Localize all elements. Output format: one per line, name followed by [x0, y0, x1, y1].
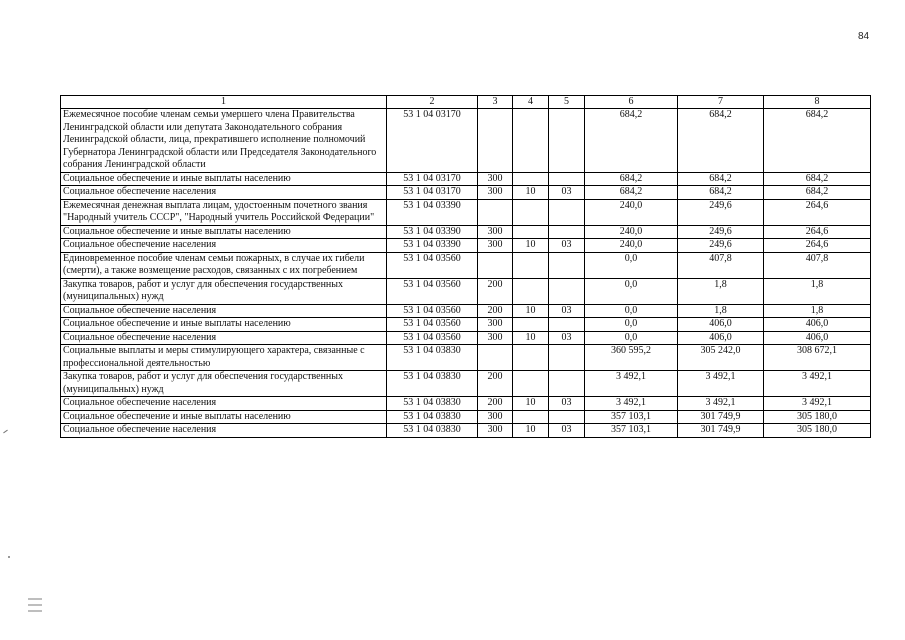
- expense-type-cell: 300: [478, 331, 513, 345]
- target-code-cell: 53 1 04 03830: [387, 410, 478, 424]
- section-cell: [513, 318, 549, 332]
- amount-col8-cell: 3 492,1: [764, 397, 871, 411]
- expense-type-cell: 200: [478, 304, 513, 318]
- item-name-cell: Социальное обеспечение и иные выплаты населению: [61, 172, 387, 186]
- amount-col7-cell: 407,8: [678, 252, 764, 278]
- amount-col6-cell: 0,0: [585, 304, 678, 318]
- item-name-cell: Социальное обеспечение и иные выплаты населению: [61, 318, 387, 332]
- header-cell: 3: [478, 96, 513, 109]
- header-cell: 1: [61, 96, 387, 109]
- amount-col7-cell: 1,8: [678, 304, 764, 318]
- amount-col7-cell: 249,6: [678, 199, 764, 225]
- amount-col8-cell: 305 180,0: [764, 424, 871, 438]
- amount-col7-cell: 684,2: [678, 186, 764, 200]
- amount-col8-cell: 264,6: [764, 225, 871, 239]
- amount-col6-cell: 357 103,1: [585, 410, 678, 424]
- section-cell: 10: [513, 186, 549, 200]
- amount-col6-cell: 240,0: [585, 239, 678, 253]
- header-cell: 6: [585, 96, 678, 109]
- item-name-cell: Социальное обеспечение населения: [61, 304, 387, 318]
- amount-col6-cell: 3 492,1: [585, 397, 678, 411]
- amount-col7-cell: 249,6: [678, 239, 764, 253]
- amount-col8-cell: 407,8: [764, 252, 871, 278]
- header-cell: 5: [549, 96, 585, 109]
- table-row: [61, 109, 871, 173]
- header-cell: 8: [764, 96, 871, 109]
- amount-col6-cell: 684,2: [585, 172, 678, 186]
- amount-col6-cell: 357 103,1: [585, 424, 678, 438]
- target-code-cell: 53 1 04 03830: [387, 345, 478, 371]
- header-cell: 4: [513, 96, 549, 109]
- amount-col7-cell: 305 242,0: [678, 345, 764, 371]
- subsection-cell: [549, 410, 585, 424]
- target-code-cell: 53 1 04 03560: [387, 252, 478, 278]
- target-code-cell: 53 1 04 03170: [387, 186, 478, 200]
- amount-col8-cell: 1,8: [764, 304, 871, 318]
- target-code-cell: 53 1 04 03560: [387, 318, 478, 332]
- amount-col6-cell: 0,0: [585, 278, 678, 304]
- budget-table: [60, 95, 871, 438]
- target-code-cell: 53 1 04 03390: [387, 199, 478, 225]
- subsection-cell: 03: [549, 331, 585, 345]
- amount-col8-cell: 305 180,0: [764, 410, 871, 424]
- amount-col6-cell: 360 595,2: [585, 345, 678, 371]
- section-cell: 10: [513, 397, 549, 411]
- subsection-cell: [549, 371, 585, 397]
- section-cell: [513, 172, 549, 186]
- section-cell: [513, 371, 549, 397]
- section-cell: 10: [513, 304, 549, 318]
- amount-col8-cell: 1,8: [764, 278, 871, 304]
- table-header-row: [61, 96, 871, 109]
- amount-col6-cell: 240,0: [585, 199, 678, 225]
- subsection-cell: [549, 172, 585, 186]
- amount-col8-cell: 264,6: [764, 199, 871, 225]
- amount-col7-cell: 406,0: [678, 331, 764, 345]
- table-row: [61, 239, 871, 253]
- section-cell: [513, 199, 549, 225]
- amount-col8-cell: 308 672,1: [764, 345, 871, 371]
- amount-col8-cell: 684,2: [764, 109, 871, 173]
- target-code-cell: 53 1 04 03830: [387, 371, 478, 397]
- header-cell: 7: [678, 96, 764, 109]
- amount-col6-cell: 684,2: [585, 186, 678, 200]
- amount-col8-cell: 406,0: [764, 318, 871, 332]
- subsection-cell: 03: [549, 304, 585, 318]
- expense-type-cell: 200: [478, 278, 513, 304]
- subsection-cell: [549, 109, 585, 173]
- table-row: [61, 278, 871, 304]
- header-cell: 2: [387, 96, 478, 109]
- item-name-cell: Социальное обеспечение и иные выплаты населению: [61, 225, 387, 239]
- subsection-cell: [549, 345, 585, 371]
- item-name-cell: Социальное обеспечение населения: [61, 397, 387, 411]
- amount-col8-cell: 3 492,1: [764, 371, 871, 397]
- item-name-cell: Ежемесячная денежная выплата лицам, удостоенным почетного звания "Народный учитель СССР", "Народный учитель Российской Федерации": [61, 199, 387, 225]
- amount-col7-cell: 301 749,9: [678, 424, 764, 438]
- scan-mark: [3, 430, 8, 434]
- section-cell: [513, 225, 549, 239]
- expense-type-cell: 300: [478, 410, 513, 424]
- item-name-cell: Закупка товаров, работ и услуг для обеспечения государственных (муниципальных) нужд: [61, 371, 387, 397]
- page-number: 84: [858, 31, 870, 42]
- table-row: [61, 172, 871, 186]
- item-name-cell: Социальные выплаты и меры стимулирующего характера, связанные с профессиональной деятельностью: [61, 345, 387, 371]
- amount-col8-cell: 684,2: [764, 186, 871, 200]
- subsection-cell: 03: [549, 239, 585, 253]
- section-cell: [513, 252, 549, 278]
- amount-col7-cell: 301 749,9: [678, 410, 764, 424]
- subsection-cell: 03: [549, 186, 585, 200]
- amount-col6-cell: 0,0: [585, 318, 678, 332]
- expense-type-cell: 200: [478, 371, 513, 397]
- amount-col8-cell: 406,0: [764, 331, 871, 345]
- subsection-cell: [549, 252, 585, 278]
- expense-type-cell: [478, 109, 513, 173]
- item-name-cell: Социальное обеспечение населения: [61, 424, 387, 438]
- item-name-cell: Единовременное пособие членам семьи пожарных, в случае их гибели (смерти), а также возмещение расходов, связанных с их погребением: [61, 252, 387, 278]
- table-row: [61, 304, 871, 318]
- table-row: [61, 252, 871, 278]
- target-code-cell: 53 1 04 03560: [387, 331, 478, 345]
- table-row: [61, 225, 871, 239]
- amount-col6-cell: 684,2: [585, 109, 678, 173]
- subsection-cell: 03: [549, 397, 585, 411]
- section-cell: 10: [513, 239, 549, 253]
- section-cell: [513, 345, 549, 371]
- amount-col7-cell: 249,6: [678, 225, 764, 239]
- section-cell: 10: [513, 424, 549, 438]
- amount-col6-cell: 0,0: [585, 252, 678, 278]
- expense-type-cell: 300: [478, 225, 513, 239]
- target-code-cell: 53 1 04 03390: [387, 225, 478, 239]
- item-name-cell: Закупка товаров, работ и услуг для обеспечения государственных (муниципальных) нужд: [61, 278, 387, 304]
- subsection-cell: [549, 199, 585, 225]
- scan-marks: [28, 594, 42, 624]
- target-code-cell: 53 1 04 03560: [387, 278, 478, 304]
- amount-col7-cell: 3 492,1: [678, 371, 764, 397]
- item-name-cell: Ежемесячное пособие членам семьи умершего члена Правительства Ленинградской области или депутата Законодательного собрания Ленинградской области, лица, прекратившего исполнение полномочий Губернатора Ленинградской области или Председателя Законодательного собрания Ленинградской области: [61, 109, 387, 173]
- scan-mark: [8, 556, 10, 558]
- expense-type-cell: [478, 252, 513, 278]
- table-row: [61, 345, 871, 371]
- item-name-cell: Социальное обеспечение и иные выплаты населению: [61, 410, 387, 424]
- amount-col7-cell: 684,2: [678, 172, 764, 186]
- amount-col7-cell: 3 492,1: [678, 397, 764, 411]
- expense-type-cell: 300: [478, 318, 513, 332]
- expense-type-cell: [478, 199, 513, 225]
- amount-col7-cell: 684,2: [678, 109, 764, 173]
- amount-col7-cell: 406,0: [678, 318, 764, 332]
- amount-col6-cell: 3 492,1: [585, 371, 678, 397]
- target-code-cell: 53 1 04 03830: [387, 424, 478, 438]
- expense-type-cell: 300: [478, 424, 513, 438]
- table-row: [61, 318, 871, 332]
- target-code-cell: 53 1 04 03170: [387, 172, 478, 186]
- amount-col6-cell: 0,0: [585, 331, 678, 345]
- amount-col8-cell: 684,2: [764, 172, 871, 186]
- section-cell: [513, 410, 549, 424]
- item-name-cell: Социальное обеспечение населения: [61, 239, 387, 253]
- section-cell: [513, 109, 549, 173]
- table-row: [61, 186, 871, 200]
- target-code-cell: 53 1 04 03390: [387, 239, 478, 253]
- amount-col8-cell: 264,6: [764, 239, 871, 253]
- section-cell: 10: [513, 331, 549, 345]
- subsection-cell: [549, 278, 585, 304]
- expense-type-cell: 200: [478, 397, 513, 411]
- table-row: [61, 371, 871, 397]
- item-name-cell: Социальное обеспечение населения: [61, 331, 387, 345]
- item-name-cell: Социальное обеспечение населения: [61, 186, 387, 200]
- expense-type-cell: [478, 345, 513, 371]
- target-code-cell: 53 1 04 03830: [387, 397, 478, 411]
- table-row: [61, 331, 871, 345]
- expense-type-cell: 300: [478, 186, 513, 200]
- amount-col7-cell: 1,8: [678, 278, 764, 304]
- subsection-cell: 03: [549, 424, 585, 438]
- expense-type-cell: 300: [478, 172, 513, 186]
- section-cell: [513, 278, 549, 304]
- target-code-cell: 53 1 04 03170: [387, 109, 478, 173]
- expense-type-cell: 300: [478, 239, 513, 253]
- table-row: [61, 199, 871, 225]
- subsection-cell: [549, 318, 585, 332]
- table-row: [61, 397, 871, 411]
- target-code-cell: 53 1 04 03560: [387, 304, 478, 318]
- subsection-cell: [549, 225, 585, 239]
- amount-col6-cell: 240,0: [585, 225, 678, 239]
- table-row: [61, 424, 871, 438]
- table-row: [61, 410, 871, 424]
